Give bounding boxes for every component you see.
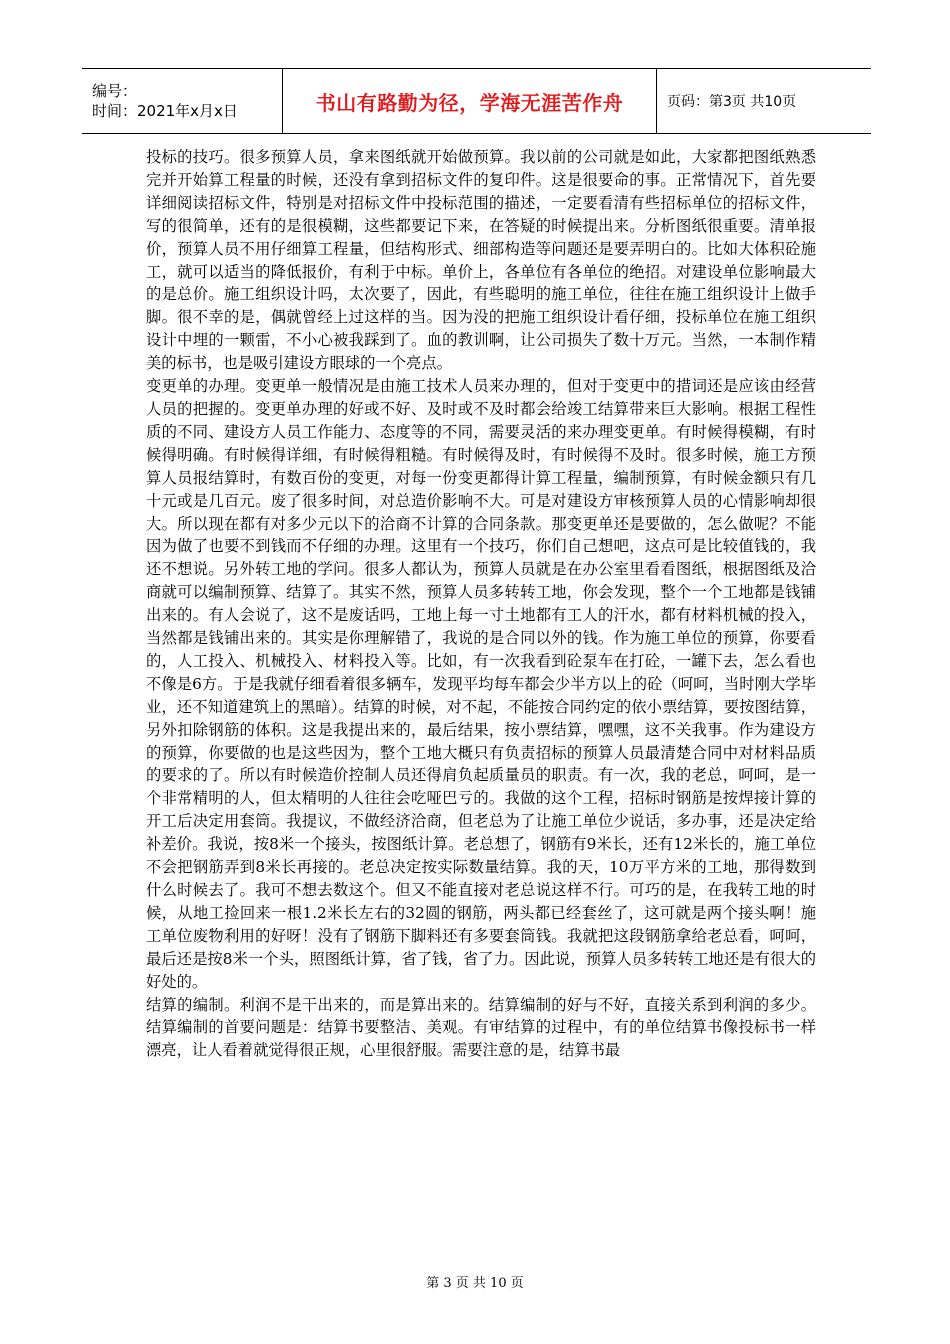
doc-number-label: 编号：: [92, 82, 138, 100]
header-page-info: 页码：第3页 共10页: [667, 94, 797, 110]
doc-date: 时间：2021年x月x日: [92, 102, 238, 120]
paragraph-bid-skills: 投标的技巧。很多预算人员，拿来图纸就开始做预算。我以前的公司就是如此，大家都把图纸熟悉完并开始算工程量的时候，还没有拿到招标文件的复印件。这是很要命的事。正常情况下，首先要详细阅读招标文件，特别是对招标文件中投标范围的描述，一定要看清有些招标单位的招标文件，写的很简单，还有的是很模糊，这些都要记下来，在答疑的时候提出来。分析图纸很重要。清单报价，预算人员不用仔细算工程量，但结构形式、细部构造等问题还是要弄明白的。比如大体积砼施工，就可以适当的降低报价，有利于中标。单价上，各单位有各单位的绝招。对建设单位影响最大的是总价。施工组织设计吗，太次要了，因此，有些聪明的施工单位，往往在施工组织设计上做手脚。很不幸的是，偶就曾经上过这样的当。因为没的把施工组织设计看仔细，投标单位在施工组织设计中埋的一颗雷，不小心被我踩到了。血的教训啊，让公司损失了数十万元。当然，一本制作精美的标书，也是吸引建设方眼球的一个亮点。: [146, 148, 816, 373]
header-meta: [82, 69, 282, 133]
header-motto: 书山有路勤为径，学海无涯苦作舟: [315, 90, 624, 115]
header-page-info-cell: [657, 69, 871, 133]
document-body: [146, 146, 816, 1062]
page-footer: 第 3 页 共 10 页: [426, 1276, 524, 1291]
paragraph-change-orders: 变更单的办理。变更单一般情况是由施工技术人员来办理的，但对于变更中的措词还是应该由经营人员的把握的。变更单办理的好或不好、及时或不及时都会给竣工结算带来巨大影响。根据工程性质的不同、建设方人员工作能力、态度等的不同，需要灵活的来办理变更单。有时候得模糊，有时候得明确。有时候得详细，有时候得粗糙。有时候得及时，有时候得不及时。很多时候，施工方预算人员报结算时，有数百份的变更，对每一份变更都得计算工程量，编制预算，有时候金额只有几十元或是几百元。废了很多时间，对总造价影响不大。可是对建设方审核预算人员的心情影响却很大。所以现在都有对多少元以下的洽商不计算的合同条款。那变更单还是要做的，怎么做呢？不能因为做了也要不到钱而不仔细的办理。这里有一个技巧，你们自己想吧，这点可是比较值钱的，我还不想说。另外转工地的学问。很多人都认为，预算人员就是在办公室里看看图纸，根据图纸及洽商就可以编制预算、结算了。其实不然，预算人员多转转工地，你会发现，整个一个工地都是钱铺出来的。有人会说了，这不是废话吗，工地上每一寸土地都有工人的汗水，都有材料机械的投入，当然都是钱铺出来的。其实是你理解错了，我说的是合同以外的钱。作为施工单位的预算，你要看的，人工投入、机械投入、材料投入等。比如，有一次我看到砼泵车在打砼，一罐下去，怎么看也不像是6方。于是我就仔细看着很多辆车，发现平均每车都会少半方以上的砼（呵呵，当时刚大学毕业，还不知道建筑上的黑暗）。结算的时候，对不起，不能按合同约定的依小票结算，要按图结算，另外扣除钢筋的体积。这是我提出来的，最后结果，按小票结算，嘿嘿，这不关我事。作为建设方的预算，你要做的也是这些因为，整个工地大概只有负责招标的预算人员最清楚合同中对材料品质的要求的了。所以有时候造价控制人员还得肩负起质量员的职责。有一次，我的老总，呵呵，是一个非常精明的人，但太精明的人往往会吃哑巴亏的。我做的这个工程，招标时钢筋是按焊接计算的开工后决定用套筒。我提议，不做经济洽商，但老总为了让施工单位少说话，多办事，还是决定给补差价。我说，按8米一个接头，按图纸计算。老总想了，钢筋有9米长，还有12米长的，施工单位不会把钢筋弄到8米长再接的。老总决定按实际数量结算。我的天，10万平方米的工地，那得数到什么时候去了。我可不想去数这个。但又不能直接对老总说这样不行。可巧的是，在我转工地的时候，从地工捡回来一根1.2米长左右的32圆的钢筋，两头都已经套丝了，这可就是两个接头啊！施工单位废物利用的好呀！没有了钢筋下脚料还有多要套筒钱。我就把这段钢筋拿给老总看，呵呵，最后还是按8米一个头，照图纸计算，省了钱，省了力。因此说，预算人员多转转工地还是有很大的好处的。: [146, 377, 816, 991]
page-header: [82, 68, 871, 134]
paragraph-settlement: 结算的编制。利润不是干出来的，而是算出来的。结算编制的好与不好，直接关系到利润的多少。结算编制的首要问题是：结算书要整洁、美观。有审结算的过程中，有的单位结算书像投标书一样漂亮，让人看着就觉得很正规，心里很舒服。需要注意的是，结算书最: [146, 995, 816, 1060]
header-motto-cell: [282, 69, 657, 133]
